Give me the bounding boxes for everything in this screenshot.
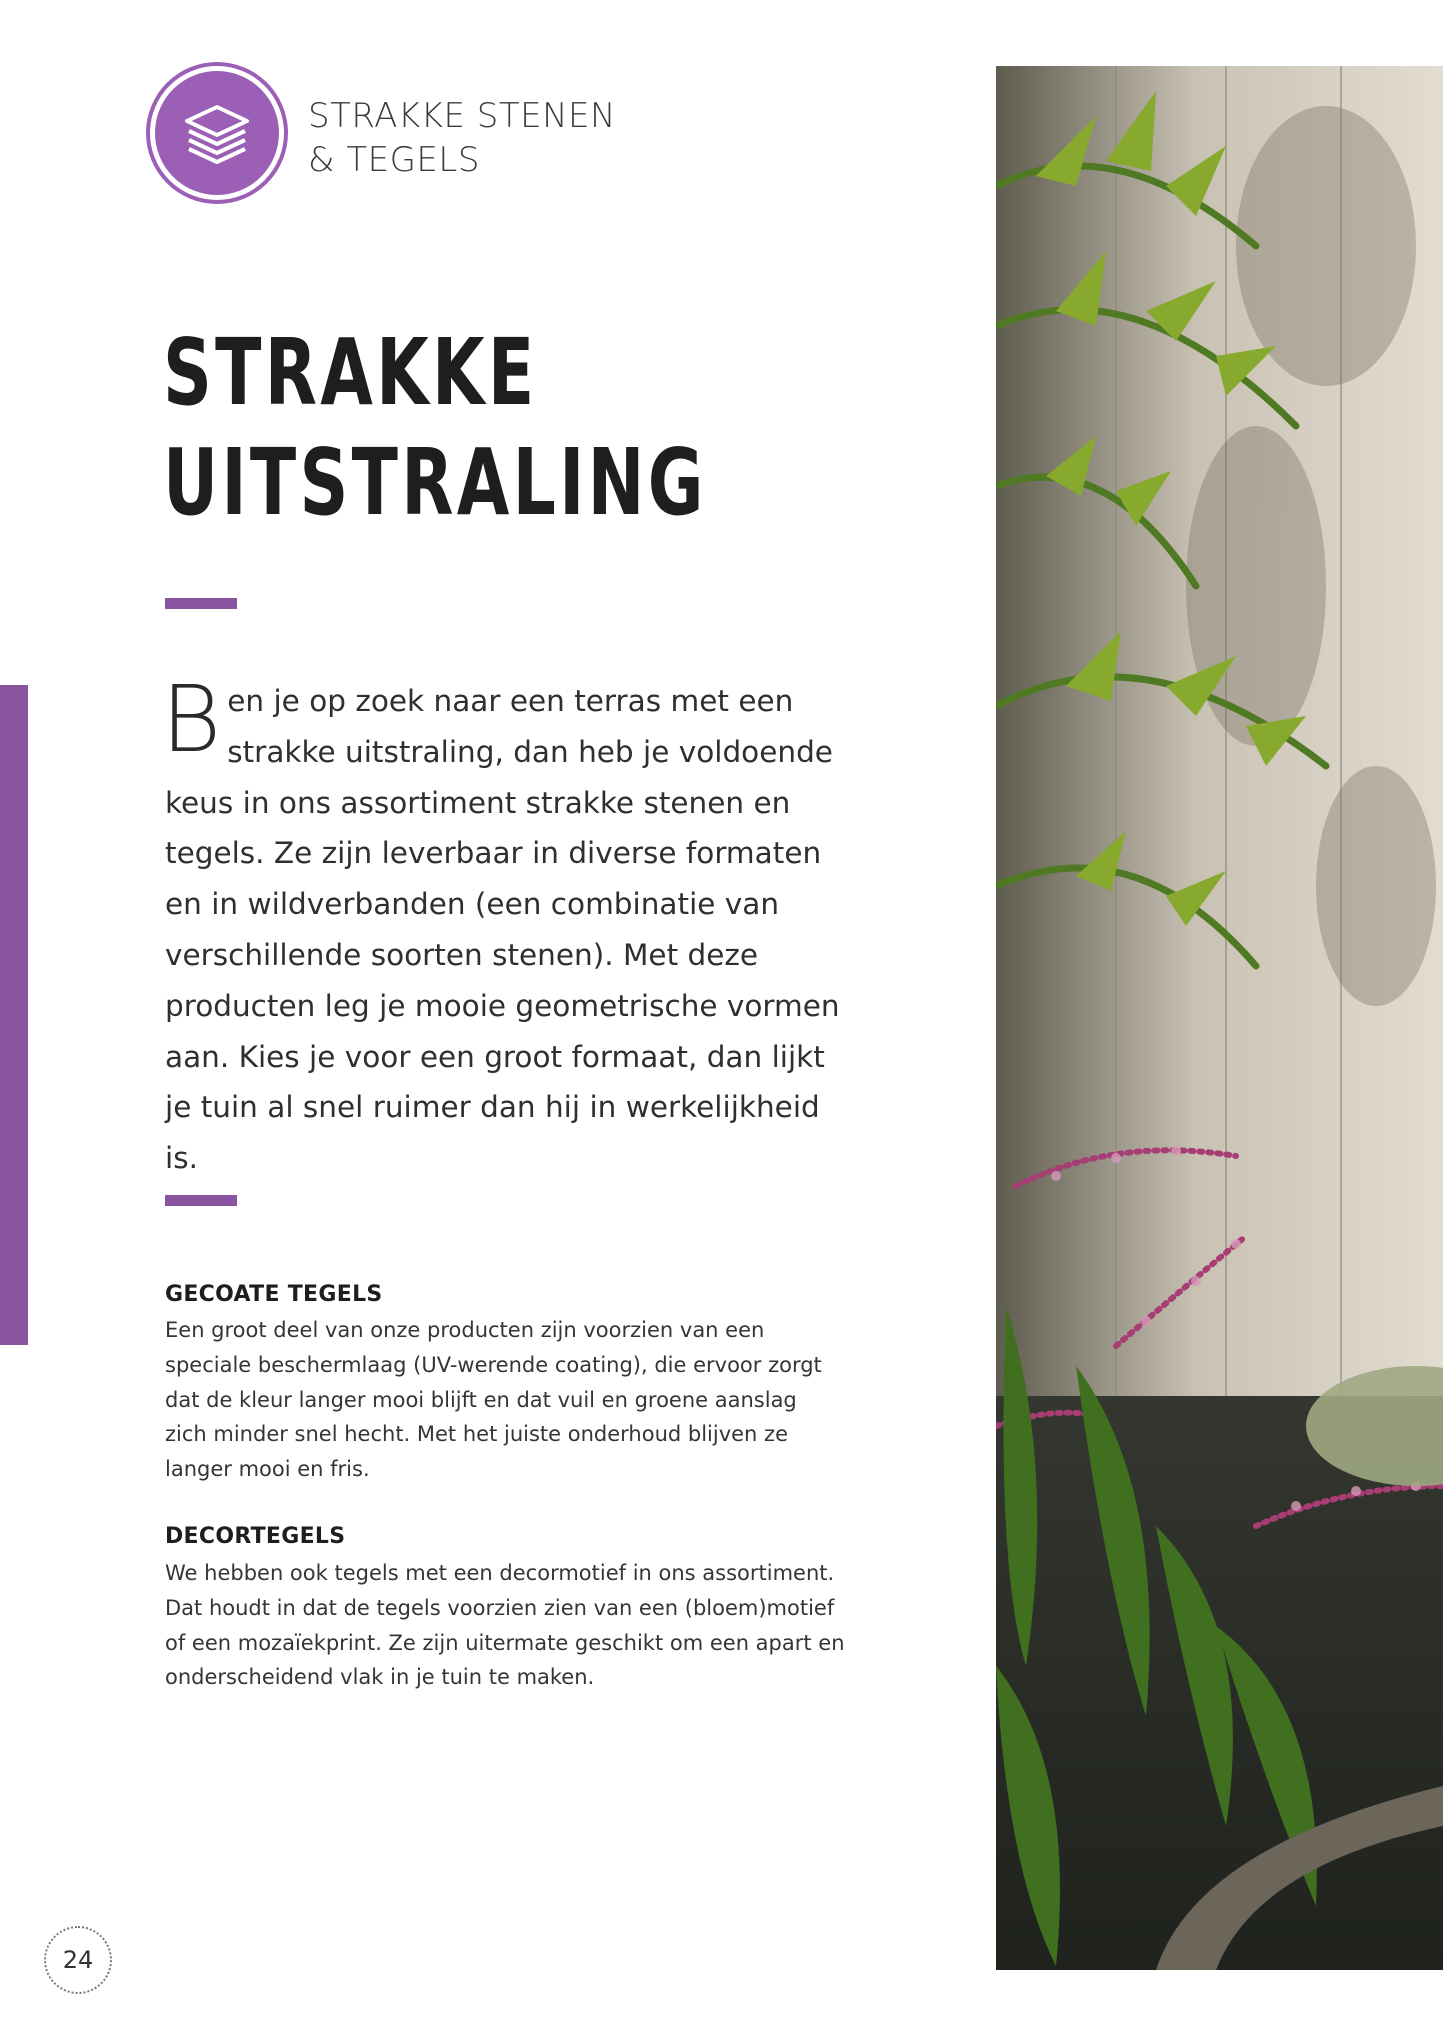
section-body-gecoate: Een groot deel van onze producten zijn voorzien van een speciale beschermlaag (UV-werende coating), die ervoor zorgt dat de kleur langer mooi blijft en dat vuil en groene aanslag zich minder snel hecht. Met het juiste onderhoud blijven ze langer mooi en fris.	[165, 1318, 822, 1482]
section-heading-decor: DECORTEGELS	[165, 1524, 346, 1549]
side-accent-bar	[0, 685, 28, 1345]
garden-plants-photo	[996, 66, 1443, 1970]
divider-bottom	[165, 1195, 237, 1206]
category-badge	[150, 66, 284, 200]
page-number: 24	[44, 1926, 112, 1994]
layers-icon	[177, 93, 257, 173]
page-title	[163, 318, 753, 538]
category-line-2: & TEGELS	[308, 140, 480, 180]
section-heading-gecoate: GECOATE TEGELS	[165, 1282, 383, 1307]
title-line-2: UITSTRALING	[163, 429, 707, 536]
category-label	[308, 94, 616, 182]
section-body-decor: We hebben ook tegels met een decormotief in ons assortiment. Dat houdt in dat de tegels voorzien zien van een (bloem)motief of een mozaïekprint. Ze zijn uitermate geschikt om een apart en onderscheidend vlak in je tuin te maken.	[165, 1561, 845, 1690]
divider-top	[165, 598, 237, 609]
intro-paragraph	[161, 666, 845, 1184]
category-line-1: STRAKKE STENEN	[308, 96, 616, 136]
title-line-1: STRAKKE	[163, 319, 538, 426]
intro-text: en je op zoek naar een terras met een strakke uitstraling, dan heb je voldoende keus in ons assortiment strakke stenen en tegels. Ze zijn leverbaar in diverse formaten en in wildverbanden (een combinatie van verschillende soorten stenen). Met deze producten leg je mooie geometrische vormen aan. Kies je voor een groot formaat, dan lijkt je tuin al snel ruimer dan hij in werkelijkheid is.	[165, 684, 840, 1176]
drop-cap: B	[161, 666, 222, 773]
